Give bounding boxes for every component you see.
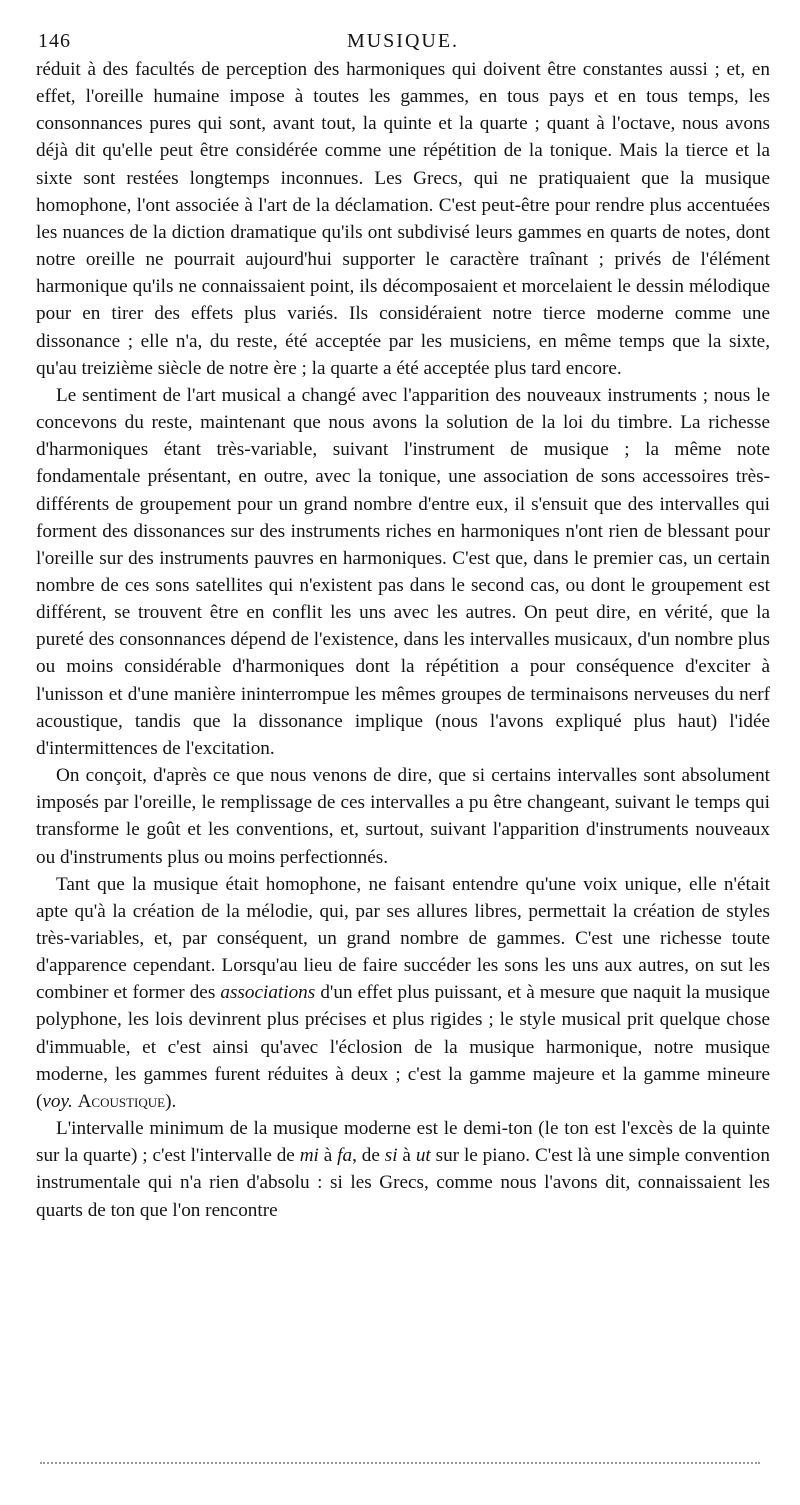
text-segment: ). — [165, 1090, 177, 1112]
text-segment: , de — [352, 1145, 385, 1167]
text-segment: fa — [337, 1145, 353, 1167]
text-segment: sur le piano. C'est là une simple convention instrumentale qui n'a rien d'absolu : si les Grecs, comme nous l'avons dit, connaissaient les quarts de ton que l'on rencontre — [36, 1145, 770, 1221]
text-segment: Tant que la musique était homophone, ne faisant entendre qu'une voix unique, elle n'était apte qu'à la création de la mélodie, qui, par ses allures libres, permettait la création de styles très-variables, et, par conséquent, un grand nombre de gammes. C'est une richesse toute d'apparence cependant. Lorsqu'au lieu de faire succéder les sons les uns aux autres, on sut les combiner et former des — [36, 873, 770, 1004]
running-title: MUSIQUE. — [346, 30, 460, 52]
paragraph — [36, 382, 770, 762]
text-segment: à — [318, 1145, 338, 1167]
text-segment: On conçoit, d'après ce que nous venons de dire, que si certains intervalles sont absolument imposés par l'oreille, le remplissage de ces intervalles a pu être changeant, suivant le temps qui transforme le goût et les conventions, et, surtout, suivant l'apparition d'instruments nouveaux ou d'instruments plus ou moins perfectionnés. — [36, 765, 770, 868]
running-head — [36, 26, 770, 56]
book-page — [36, 26, 770, 1224]
text-segment: ut — [415, 1145, 431, 1167]
text-segment: réduit à des facultés de perception des harmoniques qui doivent être constantes aussi ; et, en effet, l'oreille humaine impose à toutes les gammes, en tous pays et en tous temps, les consonnances pures qui sont, avant tout, la quinte et la quarte ; quant à l'octave, nous avons déjà dit qu'elle peut être considérée comme une répétition de la tonique. Mais la tierce et la sixte sont restées longtemps inconnues. Les Grecs, qui ne pratiquaient que la musique homophone, l'ont associée à l'art de la déclamation. C'est peut-être pour rendre plus accentuées les nuances de la diction dramatique qu'ils ont subdivisé leurs gammes en quarts de notes, dont notre oreille ne pourrait aujourd'hui supporter le caractère traînant ; privés de l'élément harmonique qu'ils ne connaissaient point, ils décomposaient et morcelaient le dessin mélodique pour en tirer des effets plus variés. Ils considéraient notre tierce moderne comme une dissonance ; elle n'a, du reste, été acceptée par les musiciens, en même temps que la sixte, qu'au treizième siècle de notre ère ; la quarte a été acceptée plus tard encore. — [36, 59, 770, 379]
text-segment: si — [384, 1145, 398, 1167]
text-segment: voy. — [42, 1090, 73, 1112]
text-segment: L'intervalle minimum de la musique moderne est le demi-ton (le ton est l'excès de la quinte sur la quarte) ; c'est l'intervalle de — [36, 1118, 770, 1167]
footer-dotted-rule — [40, 1462, 760, 1464]
body-text — [36, 56, 770, 1224]
paragraph — [36, 871, 770, 1115]
text-segment: à — [397, 1145, 416, 1167]
text-segment: Le sentiment de l'art musical a changé avec l'apparition des nouveaux instruments ; nous le concevons du reste, maintenant que nous avons la solution de la loi du timbre. La richesse d'harmoniques étant très-variable, suivant l'instrument de musique ; la même note fondamentale présentant, en outre, avec la tonique, une association de sons accessoires très-différents de groupement pour un grand nombre d'entre eux, il s'ensuit que des intervalles qui forment des dissonances sur des instruments riches en harmoniques n'ont rien de blessant pour l'oreille sur des instruments pauvres en harmoniques. C'est que, dans le premier cas, un certain nombre de ces sons satellites qui n'existent pas dans le second cas, ou dont le groupement est différent, se trouvent être en conflit les uns avec les autres. On peut dire, en vérité, que la pureté des consonnances dépend de l'existence, dans les intervalles musicaux, d'un nombre plus ou moins considérable d'harmoniques dont la répétition a pour conséquence d'exciter à l'unisson et d'une manière ininterrompue les mêmes groupes de terminaisons nerveuses du nerf acoustique, tandis que la dissonance implique (nous l'avons expliqué plus haut) l'idée d'intermittences de l'excitation. — [36, 384, 770, 759]
text-segment: Acoustique — [77, 1090, 166, 1112]
paragraph — [36, 762, 770, 871]
text-segment: mi — [299, 1145, 319, 1167]
paragraph — [36, 56, 770, 382]
text-segment: associations — [220, 982, 316, 1004]
text-segment: d'un effet plus puissant, et à mesure que naquit la musique polyphone, les lois devinrent plus précises et plus rigides ; le style musical prit quelque chose d'immuable, et c'est ainsi qu'avec l'éclosion de la musique harmonique, notre musique moderne, les gammes furent réduites à deux ; c'est la gamme majeure et la gamme mineure ( — [36, 982, 770, 1112]
paragraph — [36, 1115, 770, 1224]
page-number: 146 — [38, 30, 71, 52]
